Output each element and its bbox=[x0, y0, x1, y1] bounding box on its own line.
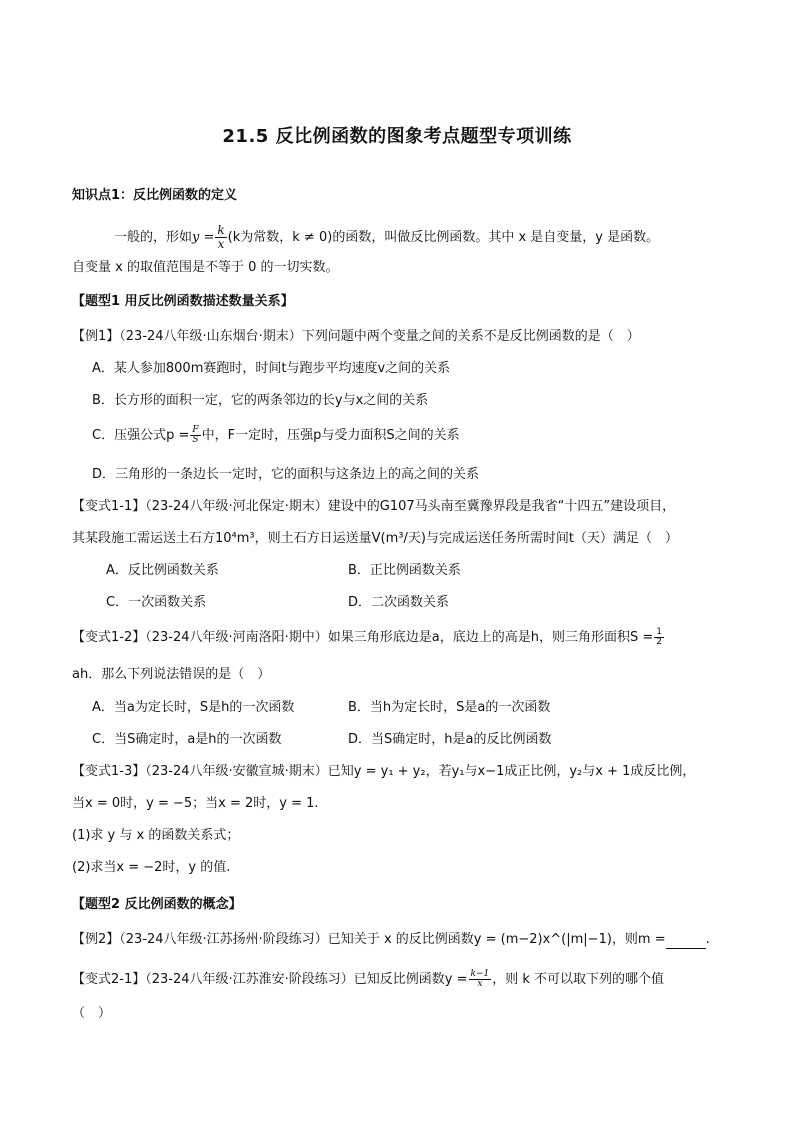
example1-stem: 【例1】（23-24八年级·山东烟台·期末）下列问题中两个变量之间的关系不是反比例函数的是（ ） bbox=[72, 329, 640, 344]
option-c-frac-den: S bbox=[192, 435, 199, 445]
type1-heading: 【题型1 用反比例函数描述数量关系】 bbox=[72, 294, 294, 309]
variant21-paren: （ ） bbox=[72, 1006, 112, 1021]
page-title: 21.5 反比例函数的图象考点题型专项训练 bbox=[222, 126, 572, 147]
type2-heading: 【题型2 反比例函数的概念】 bbox=[72, 897, 242, 912]
variant21-stem bbox=[72, 970, 664, 989]
variant12-option-d: D．当S确定时，h是a的反比例函数 bbox=[348, 732, 552, 747]
variant21-fraction bbox=[469, 970, 492, 989]
definition-line-2: 自变量 x 的取值范围是不等于 0 的一切实数。 bbox=[72, 260, 339, 275]
variant12-stem-1 bbox=[72, 628, 665, 647]
example1-option-d: D．三角形的一条边长一定时，它的面积与这条边上的高之间的关系 bbox=[92, 467, 480, 482]
example2-stem: 【例2】（23-24八年级·江苏扬州·阶段练习）已知关于 x 的反比例函数y = (m−2)x^(|m|−1)，则m = bbox=[72, 932, 666, 947]
variant11-stem-2: 其某段施工需运送土石方10⁴m³，则土石方日运送量V(m³/天)与完成运送任务所需时间t（天）满足（ ） bbox=[72, 531, 679, 546]
variant21-frac-num: k−1 bbox=[470, 969, 490, 979]
variant11-option-b: B．正比例函数关系 bbox=[348, 563, 461, 578]
example1-option-b: B．长方形的面积一定，它的两条邻边的长y与x之间的关系 bbox=[92, 393, 429, 408]
option-c-post: 中，F一定时，压强p与受力面积S之间的关系 bbox=[201, 428, 460, 443]
definition-line-1 bbox=[114, 224, 659, 251]
def-lhs: y = bbox=[192, 230, 215, 245]
variant13-question-1: (1)求 y 与 x 的函数关系式； bbox=[72, 828, 240, 843]
variant13-stem-1: 【变式1-3】（23-24八年级·安徽宣城·期末）已知y = y₁ + y₂，若y₁与x−1成正比例，y₂与x + 1成反比例， bbox=[72, 764, 696, 779]
variant11-option-d: D．二次函数关系 bbox=[348, 595, 450, 610]
variant21-stem-pre: 【变式2-1】（23-24八年级·江苏淮安·阶段练习）已知反比例函数y = bbox=[72, 972, 468, 987]
def-post: 的函数，叫做反比例函数。其中 x 是自变量，y 是函数。 bbox=[332, 230, 660, 245]
variant12-frac-num: 1 bbox=[656, 627, 662, 637]
variant21-stem-post: ，则 k 不可以取下列的哪个值 bbox=[492, 972, 665, 987]
variant12-option-c: C．当S确定时，a是h的一次函数 bbox=[92, 732, 282, 747]
def-pre: 一般的，形如 bbox=[114, 230, 193, 245]
variant12-option-a: A．当a为定长时，S是h的一次函数 bbox=[92, 700, 295, 715]
variant12-option-b: B．当h为定长时，S是a的一次函数 bbox=[348, 700, 551, 715]
answer-blank[interactable] bbox=[666, 935, 706, 949]
def-frac-num: k bbox=[217, 223, 225, 237]
variant13-stem-2: 当x = 0时，y = −5；当x = 2时，y = 1. bbox=[72, 796, 319, 811]
variant11-option-c: C．一次函数关系 bbox=[106, 595, 207, 610]
variant12-stem-pre: 【变式1-2】（23-24八年级·河南洛阳·期中）如果三角形底边是a，底边上的高是h，则三角形面积S = bbox=[72, 630, 654, 645]
variant12-frac-den: 2 bbox=[656, 637, 662, 647]
variant13-question-2: (2)求当x = −2时，y 的值. bbox=[72, 860, 231, 875]
example2-tail: . bbox=[705, 932, 710, 947]
def-fraction bbox=[215, 224, 226, 251]
option-c-pre: C．压强公式p = bbox=[92, 428, 190, 443]
def-frac-den: x bbox=[217, 237, 225, 251]
option-c-frac-num: F bbox=[192, 425, 199, 435]
example2-line bbox=[72, 931, 710, 949]
example1-option-a: A．某人参加800m赛跑时，时间t与跑步平均速度v之间的关系 bbox=[92, 361, 451, 376]
knowledge-point-heading: 知识点1：反比例函数的定义 bbox=[72, 188, 238, 203]
option-c-fraction bbox=[190, 426, 200, 445]
variant11-stem-1: 【变式1-1】（23-24八年级·河北保定·期末）建设中的G107马头南至冀豫界段是我省“十四五”建设项目， bbox=[72, 499, 676, 514]
variant12-fraction bbox=[654, 628, 664, 647]
variant12-stem-2: ah．那么下列说法错误的是（ ） bbox=[72, 667, 271, 682]
example1-option-c bbox=[92, 426, 460, 445]
variant21-frac-den: x bbox=[477, 979, 483, 989]
variant11-option-a: A．反比例函数关系 bbox=[106, 563, 219, 578]
def-condition: (k为常数，k ≠ 0) bbox=[227, 230, 333, 245]
